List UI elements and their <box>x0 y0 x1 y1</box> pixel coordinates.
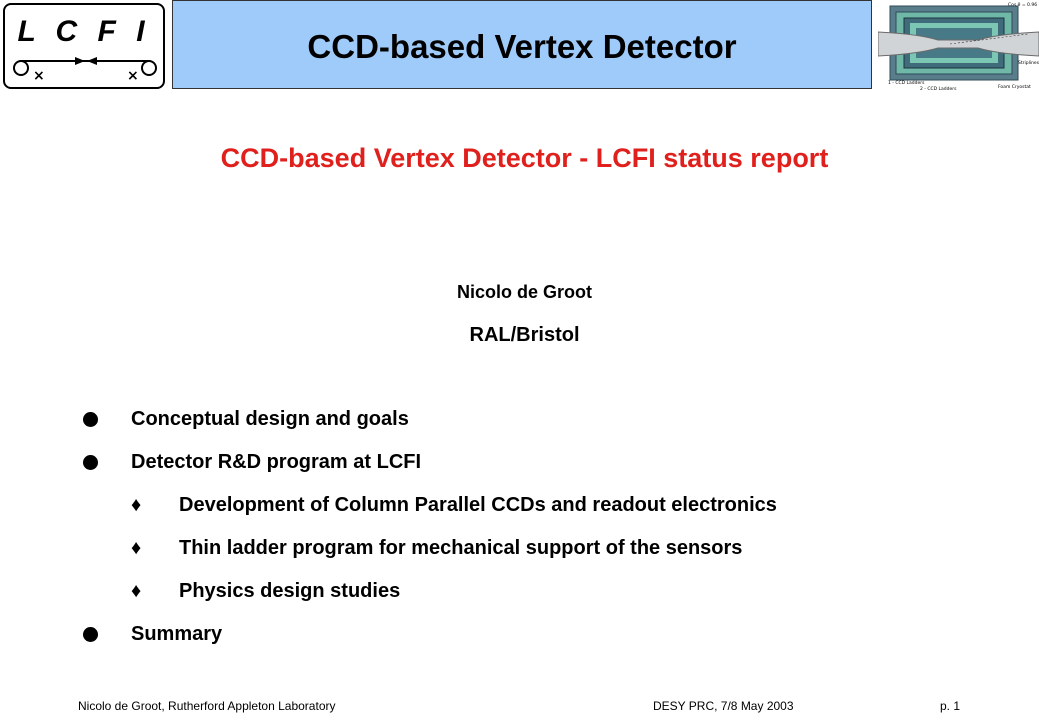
diamond-bullet-icon: ♦ <box>131 494 142 516</box>
diamond-bullet-icon: ♦ <box>131 580 142 602</box>
sub-bullet-item: Development of Column Parallel CCDs and readout electronics <box>179 494 777 516</box>
author-name: Nicolo de Groot <box>457 282 592 302</box>
diagram-label-striplines: Striplines <box>1018 61 1039 66</box>
detector-diagram <box>878 0 1039 96</box>
sub-bullet-item: Physics design studies <box>179 580 401 602</box>
bullet-item: Conceptual design and goals <box>131 408 409 430</box>
diamond-bullet-icon: ♦ <box>131 537 142 559</box>
footer-left: Nicolo de Groot, Rutherford Appleton Laboratory <box>78 699 336 713</box>
bullet-dot-icon <box>83 455 98 470</box>
logo-text: L C F I <box>17 15 151 48</box>
lcfi-logo <box>3 3 165 89</box>
page-title: CCD-based Vertex Detector <box>307 27 737 65</box>
sub-bullet-item: Thin ladder program for mechanical support of the sensors <box>179 537 743 559</box>
bullet-dot-icon <box>83 412 98 427</box>
bullet-item: Summary <box>131 623 223 645</box>
bullet-item: Detector R&D program at LCFI <box>131 451 422 473</box>
diagram-label-cos: Cos θ = 0.96 <box>1008 3 1038 8</box>
diagram-label-foam: Foam Cryostat <box>998 85 1031 90</box>
svg-text:×: × <box>33 68 45 84</box>
svg-text:×: × <box>127 68 139 84</box>
diagram-label-ladders-2: 2 - CCD Ladders <box>920 87 957 92</box>
author-affiliation: RAL/Bristol <box>469 324 580 346</box>
footer-page-number: p. 1 <box>940 699 961 713</box>
footer-center: DESY PRC, 7/8 May 2003 <box>653 699 794 713</box>
slide-subtitle: CCD-based Vertex Detector - LCFI status report <box>220 143 829 173</box>
title-banner <box>172 0 872 89</box>
diagram-label-ladders-1: 1 - CCD Ladders <box>888 81 925 86</box>
bullet-dot-icon <box>83 627 98 642</box>
logo-beam-icon <box>5 5 167 91</box>
